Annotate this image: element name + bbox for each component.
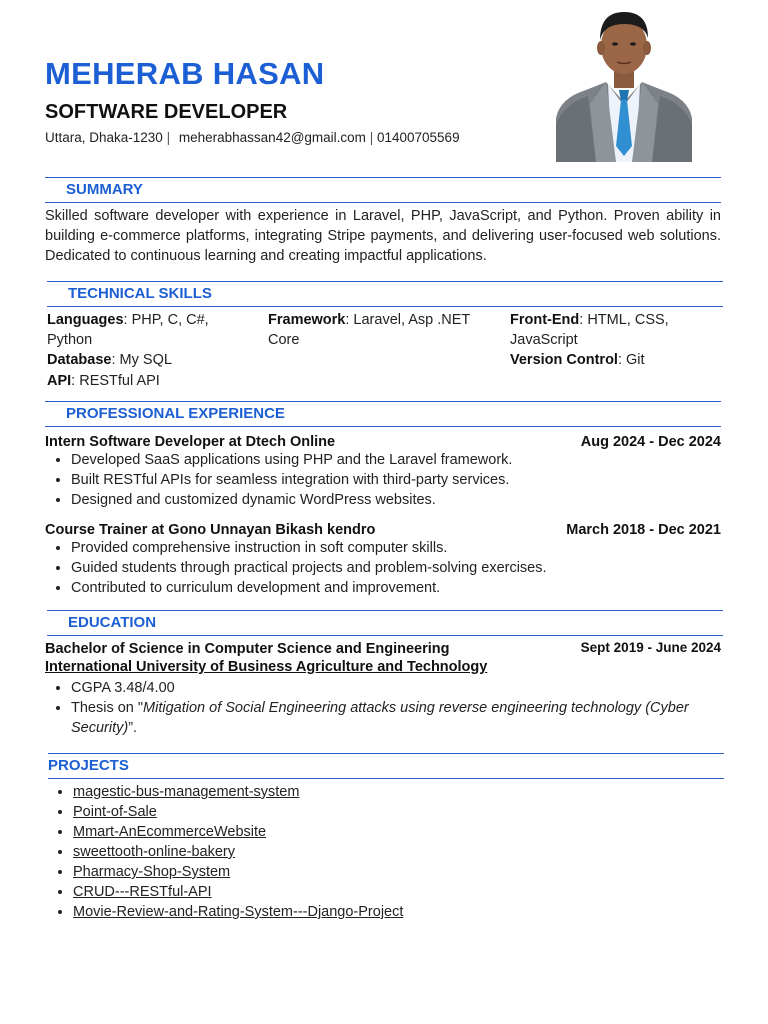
section-title: SUMMARY <box>66 181 143 198</box>
thesis-title: Mitigation of Social Engineering attacks using reverse engineering technology (Cyber Security) <box>71 700 689 736</box>
skill-value: : HTML, CSS, JavaScript <box>510 312 669 348</box>
list-item <box>73 842 723 862</box>
skill-label: Languages <box>47 312 124 328</box>
skill-value: : Laravel, Asp .NET Core <box>268 312 471 348</box>
contact-email[interactable]: meherabhassan42@gmail.com <box>178 130 366 145</box>
skill-frontend <box>510 310 710 350</box>
project-link[interactable]: sweettooth-online-bakery <box>73 844 236 860</box>
summary-text: Skilled software developer with experience in Laravel, PHP, JavaScript, and Python. Proven ability in building e-commerce platforms, integrating Stripe payments, and delivering user-focused web solutions. Dedicated to continuous learning and creating impactful applications. <box>45 208 721 264</box>
section-header-experience <box>45 401 721 427</box>
skill-api <box>47 371 247 391</box>
skill-label: Front-End <box>510 312 580 328</box>
thesis-prefix: Thesis on " <box>71 700 144 716</box>
list-item <box>73 802 723 822</box>
skill-languages <box>47 310 247 350</box>
list-item: • Provided comprehensive instruction in soft computer skills. <box>71 538 721 558</box>
list-item <box>73 882 723 902</box>
job-bullets <box>45 538 721 598</box>
contact-line <box>45 129 460 147</box>
job-role-title: SOFTWARE DEVELOPER <box>45 101 288 123</box>
list-item <box>71 698 721 738</box>
job-bullets <box>45 450 721 510</box>
skill-database <box>47 350 247 370</box>
list-item: • Built RESTful APIs for seamless integration with third-party services. <box>71 470 721 490</box>
list-item: • Developed SaaS applications using PHP and the Laravel framework. <box>71 450 721 470</box>
skill-label: Framework <box>268 312 346 328</box>
section-title: EDUCATION <box>68 614 157 631</box>
skill-value: : RESTful API <box>71 373 160 389</box>
education-bullets <box>45 678 721 738</box>
job-dates: Aug 2024 - Dec 2024 <box>580 434 721 450</box>
skill-value: : My SQL <box>111 352 172 368</box>
section-title: TECHNICAL SKILLS <box>68 285 212 302</box>
list-item: • Guided students through practical projects and problem-solving exercises. <box>71 558 721 578</box>
thesis-suffix: ”. <box>128 720 138 736</box>
skill-label: Database <box>47 352 112 368</box>
project-link[interactable]: Point-of-Sale <box>73 804 157 820</box>
project-link[interactable]: CRUD---RESTful-API <box>73 884 212 900</box>
list-item <box>73 822 723 842</box>
section-header-skills <box>47 281 723 307</box>
section-header-projects <box>48 753 724 779</box>
skill-value: : Git <box>617 352 645 368</box>
project-link[interactable]: magestic-bus-management-system <box>73 784 300 800</box>
job-title: Intern Software Developer at Dtech Online <box>45 434 336 450</box>
contact-phone: 01400705569 <box>376 130 460 145</box>
contact-location: Uttara, Dhaka-1230 <box>45 130 163 145</box>
job-title: Course Trainer at Gono Unnayan Bikash kendro <box>45 522 376 538</box>
skill-framework <box>268 310 493 350</box>
list-item <box>73 902 723 922</box>
education-dates: Sept 2019 - June 2024 <box>580 640 721 655</box>
list-item <box>73 782 723 802</box>
section-header-education <box>47 610 723 636</box>
candidate-name: MEHERAB HASAN <box>45 56 325 91</box>
list-item: • Contributed to curriculum development and improvement. <box>71 578 721 598</box>
contact-separator: | <box>166 130 171 145</box>
list-item: • CGPA 3.48/4.00 <box>71 678 721 698</box>
project-list <box>47 782 723 922</box>
skill-label: API <box>47 373 72 389</box>
skill-value: : PHP, C, C#, Python <box>47 312 209 348</box>
skill-version-control <box>510 350 710 370</box>
section-title: PROJECTS <box>48 757 129 774</box>
education-degree: Bachelor of Science in Computer Science and Engineering <box>45 641 450 657</box>
project-link[interactable]: Movie-Review-and-Rating-System---Django-Project <box>73 904 404 920</box>
list-item: • Designed and customized dynamic WordPress websites. <box>71 490 721 510</box>
skill-label: Version Control <box>510 352 618 368</box>
section-title: PROFESSIONAL EXPERIENCE <box>66 405 285 422</box>
list-item <box>73 862 723 882</box>
contact-separator: | <box>369 130 374 145</box>
project-link[interactable]: Mmart-AnEcommerceWebsite <box>73 824 267 840</box>
job-dates: March 2018 - Dec 2021 <box>566 522 721 538</box>
education-university: International University of Business Agriculture and Technology <box>45 659 488 675</box>
section-header-summary <box>45 177 721 203</box>
project-link[interactable]: Pharmacy-Shop-System <box>73 864 231 880</box>
profile-photo <box>556 6 692 162</box>
